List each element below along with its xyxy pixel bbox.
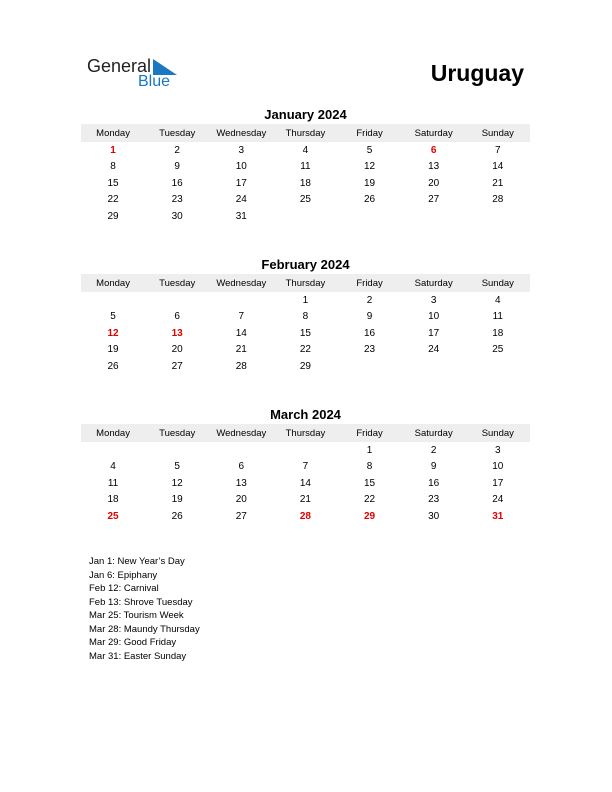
weekday-label: Wednesday — [216, 127, 267, 139]
day-cell: 22 — [107, 194, 119, 206]
month-title: February 2024 — [261, 257, 350, 272]
holiday-list-item: Jan 1: New Year’s Day — [89, 556, 185, 567]
day-cell: 24 — [492, 494, 504, 506]
weekday-label: Friday — [356, 127, 383, 139]
day-cell: 6 — [430, 144, 437, 156]
weekday-label: Sunday — [481, 277, 514, 289]
weekday-label: Thursday — [285, 127, 326, 139]
day-cell: 17 — [428, 327, 440, 339]
day-cell: 14 — [299, 477, 311, 489]
day-cell: 28 — [235, 360, 247, 372]
day-cell: 16 — [171, 177, 183, 189]
weekday-label: Sunday — [481, 127, 514, 139]
day-cell: 18 — [492, 327, 504, 339]
day-cell: 15 — [107, 177, 119, 189]
day-cell: 13 — [428, 161, 440, 173]
weekday-label: Monday — [96, 127, 130, 139]
weekday-header-row — [81, 274, 530, 292]
day-cell: 2 — [366, 294, 373, 306]
day-cell: 3 — [430, 294, 437, 306]
day-cell: 30 — [171, 210, 183, 222]
weekday-label: Saturday — [414, 127, 453, 139]
day-cell: 22 — [364, 494, 376, 506]
day-cell: 1 — [366, 444, 373, 456]
day-cell: 14 — [235, 327, 247, 339]
day-cell: 26 — [171, 510, 183, 522]
holiday-list-item: Feb 13: Shrove Tuesday — [89, 596, 193, 608]
weekday-label: Friday — [356, 277, 383, 289]
holiday-list — [89, 555, 200, 663]
day-cell: 29 — [299, 360, 311, 372]
weekday-label: Tuesday — [159, 427, 196, 439]
day-cell: 4 — [110, 461, 116, 473]
logo — [87, 56, 187, 92]
day-cell: 12 — [171, 477, 183, 489]
day-cell: 24 — [428, 344, 440, 356]
logo-general-text: General — [87, 56, 152, 76]
day-cell: 11 — [492, 311, 503, 323]
day-cell: 20 — [428, 177, 440, 189]
day-cell: 25 — [492, 344, 504, 356]
holiday-list-item: Jan 6: Epiphany — [89, 569, 158, 581]
weekday-label: Sunday — [481, 427, 514, 439]
day-cell: 23 — [364, 344, 376, 356]
day-cell: 21 — [299, 494, 311, 506]
day-cell: 7 — [495, 144, 501, 156]
day-cell: 1 — [110, 144, 116, 156]
week-row — [81, 459, 530, 476]
day-cell: 16 — [428, 477, 440, 489]
day-cell: 23 — [428, 494, 440, 506]
week-row — [81, 342, 530, 359]
day-cell: 11 — [107, 477, 119, 489]
day-cell: 10 — [235, 161, 247, 173]
day-cell: 2 — [174, 144, 180, 156]
day-cell: 6 — [238, 461, 245, 473]
weekday-label: Monday — [96, 277, 130, 289]
weekday-label: Tuesday — [159, 277, 196, 289]
day-cell: 10 — [492, 461, 504, 473]
day-cell: 15 — [364, 477, 376, 489]
day-cell: 4 — [495, 294, 501, 306]
week-row — [81, 292, 530, 309]
week-row — [81, 508, 530, 525]
week-row — [81, 309, 530, 326]
day-cell: 9 — [174, 161, 180, 173]
day-cell: 12 — [107, 327, 119, 339]
day-cell: 16 — [364, 327, 376, 339]
day-cell: 9 — [430, 461, 437, 473]
weekday-header-row — [81, 424, 530, 442]
day-cell: 27 — [171, 360, 183, 372]
month-january — [81, 106, 530, 225]
holiday-list-item: Mar 31: Easter Sunday — [89, 650, 187, 662]
day-cell: 4 — [302, 144, 309, 156]
country-title: Uruguay — [430, 60, 524, 86]
day-cell: 22 — [299, 344, 311, 356]
weekday-label: Thursday — [285, 277, 326, 289]
weekday-label: Monday — [96, 427, 130, 439]
day-cell: 11 — [300, 161, 311, 173]
day-cell: 17 — [235, 177, 247, 189]
week-row — [81, 492, 530, 509]
week-row — [81, 142, 530, 159]
week-row — [81, 325, 530, 342]
day-cell: 25 — [107, 510, 119, 522]
day-cell: 19 — [171, 494, 183, 506]
day-cell: 26 — [364, 194, 376, 206]
week-row — [81, 358, 530, 375]
day-cell: 27 — [235, 510, 247, 522]
day-cell: 15 — [299, 327, 311, 339]
day-cell: 19 — [364, 177, 376, 189]
day-cell: 8 — [302, 311, 309, 323]
weekday-label: Wednesday — [216, 277, 267, 289]
day-cell: 30 — [428, 510, 440, 522]
holiday-list-item: Mar 28: Maundy Thursday — [89, 623, 200, 635]
week-row — [81, 192, 530, 209]
day-cell: 18 — [107, 494, 119, 506]
day-cell: 25 — [299, 194, 311, 206]
day-cell: 8 — [110, 161, 116, 173]
month-title: January 2024 — [264, 107, 347, 122]
day-cell: 2 — [430, 444, 437, 456]
day-cell: 26 — [107, 360, 119, 372]
day-cell: 1 — [302, 294, 309, 306]
day-cell: 28 — [492, 194, 504, 206]
day-cell: 12 — [364, 161, 376, 173]
month-title: March 2024 — [270, 407, 341, 422]
day-cell: 20 — [171, 344, 183, 356]
day-cell: 18 — [299, 177, 311, 189]
weekday-label: Tuesday — [159, 127, 196, 139]
weekday-label: Saturday — [414, 277, 453, 289]
day-cell: 8 — [366, 461, 373, 473]
week-row — [81, 475, 530, 492]
day-cell: 19 — [107, 344, 119, 356]
day-cell: 24 — [235, 194, 247, 206]
holiday-list-item: Feb 12: Carnival — [89, 583, 159, 594]
holiday-list-item: Mar 29: Good Friday — [89, 637, 177, 648]
weekday-label: Thursday — [285, 427, 326, 439]
day-cell: 5 — [110, 311, 116, 323]
day-cell: 10 — [428, 311, 440, 323]
day-cell: 9 — [366, 311, 373, 323]
day-cell: 7 — [302, 461, 309, 473]
weekday-label: Wednesday — [216, 427, 267, 439]
week-row — [81, 442, 530, 459]
day-cell: 13 — [171, 327, 183, 339]
day-cell: 20 — [235, 494, 247, 506]
day-cell: 6 — [174, 311, 180, 323]
day-cell: 31 — [492, 510, 504, 522]
day-cell: 7 — [238, 311, 245, 323]
weekday-header-row — [81, 124, 530, 142]
day-cell: 3 — [495, 444, 501, 456]
day-cell: 5 — [366, 144, 373, 156]
day-cell: 27 — [428, 194, 440, 206]
day-cell: 23 — [171, 194, 183, 206]
day-cell: 13 — [235, 477, 247, 489]
day-cell: 31 — [235, 210, 247, 222]
week-row — [81, 175, 530, 192]
logo-blue-text: Blue — [138, 73, 171, 90]
day-cell: 5 — [174, 461, 180, 473]
holiday-list-item: Mar 25: Tourism Week — [89, 610, 184, 621]
month-march — [81, 406, 530, 525]
day-cell: 3 — [238, 144, 245, 156]
day-cell: 29 — [364, 510, 376, 522]
weekday-label: Friday — [356, 427, 383, 439]
day-cell: 14 — [492, 161, 504, 173]
day-cell: 21 — [235, 344, 247, 356]
day-cell: 29 — [107, 210, 119, 222]
month-february — [81, 256, 530, 375]
weekday-label: Saturday — [414, 427, 453, 439]
day-cell: 17 — [492, 477, 504, 489]
day-cell: 28 — [299, 510, 311, 522]
day-cell: 21 — [492, 177, 504, 189]
week-row — [81, 208, 530, 225]
week-row — [81, 159, 530, 176]
